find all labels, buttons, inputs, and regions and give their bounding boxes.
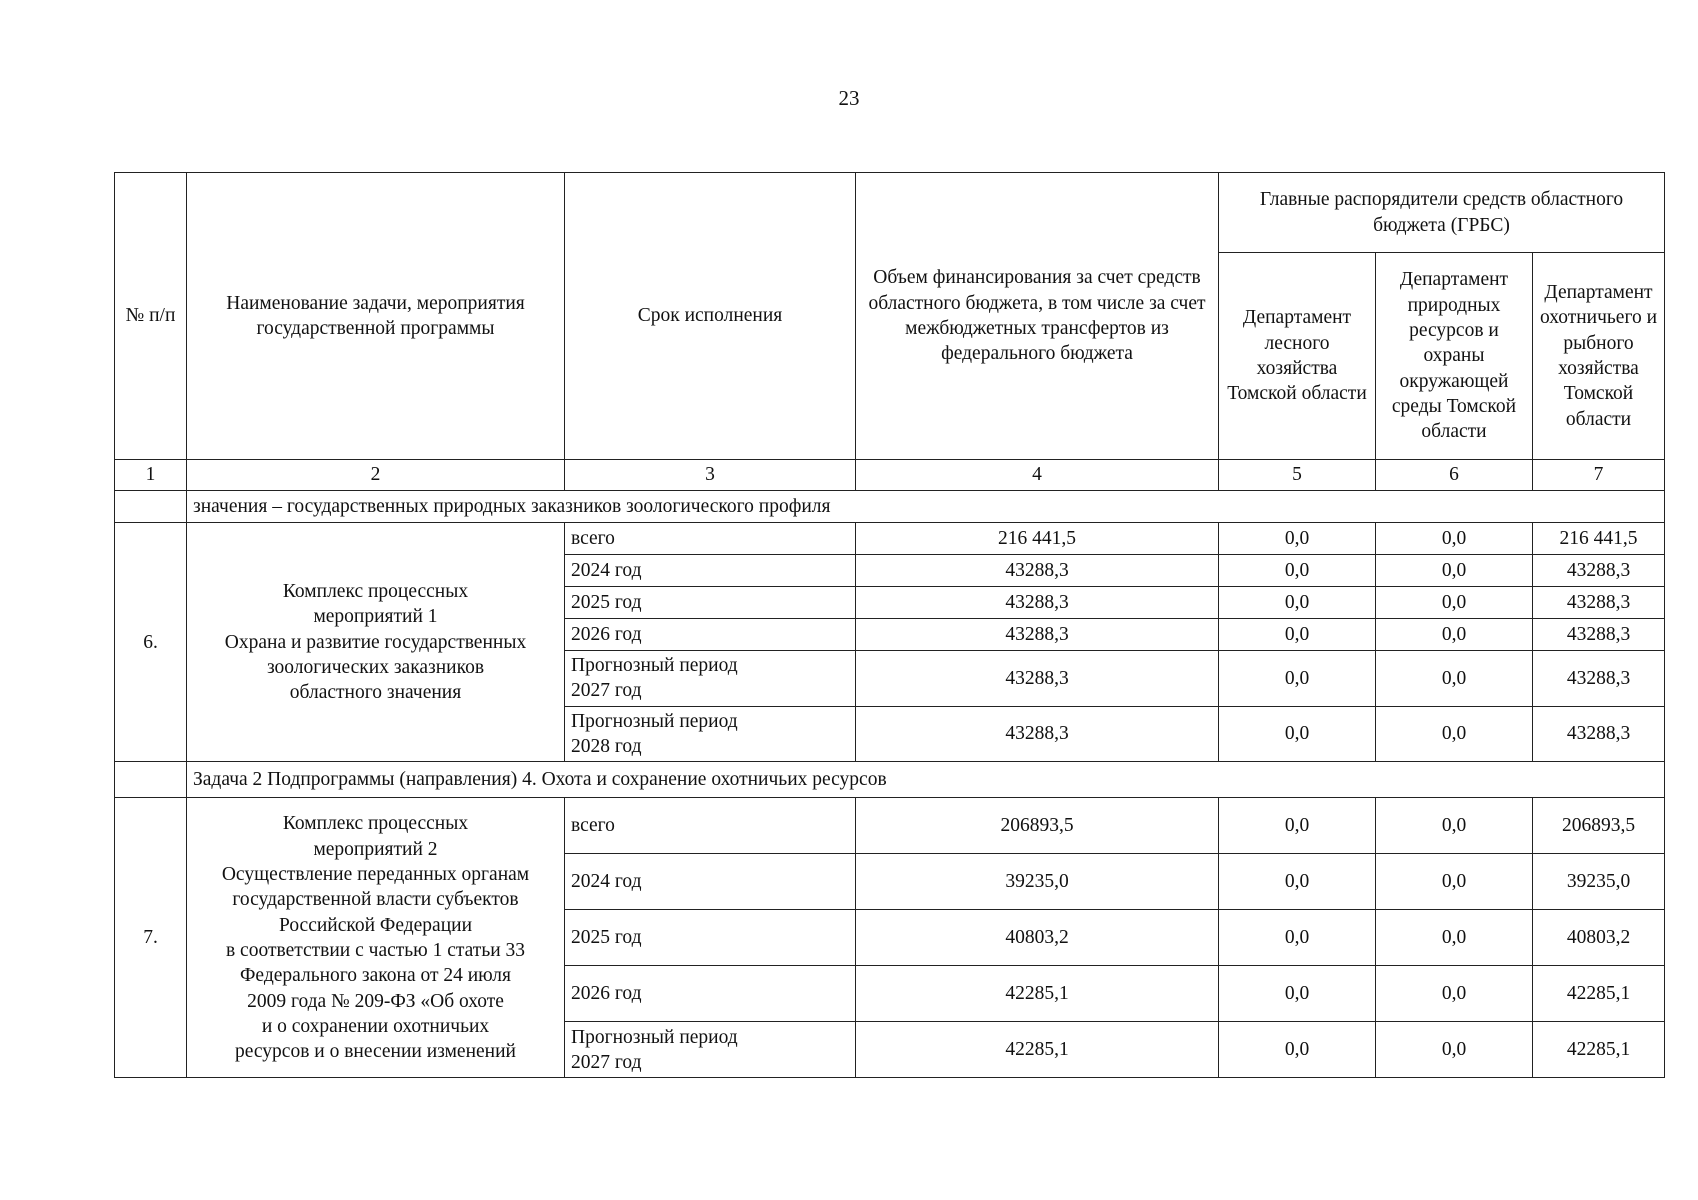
period-cell: всего bbox=[565, 523, 856, 555]
hunting-value: 216 441,5 bbox=[1533, 523, 1665, 555]
forestry-value: 0,0 bbox=[1219, 523, 1376, 555]
forestry-value: 0,0 bbox=[1219, 706, 1376, 762]
forestry-value: 0,0 bbox=[1219, 555, 1376, 587]
header-num: № п/п bbox=[115, 173, 187, 460]
page-number: 23 bbox=[838, 86, 860, 110]
hunting-value: 43288,3 bbox=[1533, 555, 1665, 587]
forestry-value: 0,0 bbox=[1219, 854, 1376, 910]
period-cell: Прогнозный период 2027 год bbox=[565, 651, 856, 707]
natural-resources-value: 0,0 bbox=[1376, 798, 1533, 854]
section-heading: значения – государственных природных заказников зоологического профиля bbox=[187, 491, 1665, 523]
forestry-value: 0,0 bbox=[1219, 910, 1376, 966]
funding-value: 42285,1 bbox=[856, 1022, 1219, 1078]
col-number: 2 bbox=[187, 460, 565, 491]
period-cell: всего bbox=[565, 798, 856, 854]
item-number: 7. bbox=[115, 798, 187, 1078]
period-cell: Прогнозный период 2027 год bbox=[565, 1022, 856, 1078]
col-number: 4 bbox=[856, 460, 1219, 491]
hunting-value: 42285,1 bbox=[1533, 1022, 1665, 1078]
hunting-value: 40803,2 bbox=[1533, 910, 1665, 966]
header-grbs: Главные распорядители средств областного бюджета (ГРБС) bbox=[1219, 173, 1665, 253]
natural-resources-value: 0,0 bbox=[1376, 523, 1533, 555]
forestry-value: 0,0 bbox=[1219, 587, 1376, 619]
period-cell: Прогнозный период 2028 год bbox=[565, 706, 856, 762]
section-num-empty bbox=[115, 762, 187, 798]
forestry-value: 0,0 bbox=[1219, 651, 1376, 707]
period-cell: 2024 год bbox=[565, 555, 856, 587]
natural-resources-value: 0,0 bbox=[1376, 1022, 1533, 1078]
col-number: 7 bbox=[1533, 460, 1665, 491]
header-name: Наименование задачи, мероприятия государственной программы bbox=[187, 173, 565, 460]
forestry-value: 0,0 bbox=[1219, 966, 1376, 1022]
col-number: 6 bbox=[1376, 460, 1533, 491]
header-forestry-dept: Департамент лесного хозяйства Томской области bbox=[1219, 253, 1376, 460]
hunting-value: 42285,1 bbox=[1533, 966, 1665, 1022]
period-cell: 2024 год bbox=[565, 854, 856, 910]
period-cell: 2026 год bbox=[565, 966, 856, 1022]
hunting-value: 43288,3 bbox=[1533, 587, 1665, 619]
natural-resources-value: 0,0 bbox=[1376, 587, 1533, 619]
funding-value: 206893,5 bbox=[856, 798, 1219, 854]
forestry-value: 0,0 bbox=[1219, 798, 1376, 854]
period-cell: 2026 год bbox=[565, 619, 856, 651]
hunting-value: 39235,0 bbox=[1533, 854, 1665, 910]
header-period: Срок исполнения bbox=[565, 173, 856, 460]
funding-value: 43288,3 bbox=[856, 619, 1219, 651]
section-num-empty bbox=[115, 491, 187, 523]
funding-value: 43288,3 bbox=[856, 706, 1219, 762]
item-name: Комплекс процессных мероприятий 1 Охрана и развитие государственных зоологических заказников областного значения bbox=[187, 523, 565, 762]
natural-resources-value: 0,0 bbox=[1376, 706, 1533, 762]
natural-resources-value: 0,0 bbox=[1376, 555, 1533, 587]
item-name: Комплекс процессных мероприятий 2 Осуществление переданных органам государственной власти субъектов Российской Федерации в соответствии с частью 1 статьи 33 Федерального закона от 24 июля 2009 года № 209-ФЗ «Об охоте и о сохранении охотничьих ресурсов и о внесении изменений bbox=[187, 798, 565, 1078]
header-hunting-dept: Департамент охотничьего и рыбного хозяйства Томской области bbox=[1533, 253, 1665, 460]
natural-resources-value: 0,0 bbox=[1376, 651, 1533, 707]
funding-value: 216 441,5 bbox=[856, 523, 1219, 555]
funding-value: 40803,2 bbox=[856, 910, 1219, 966]
period-cell: 2025 год bbox=[565, 587, 856, 619]
natural-resources-value: 0,0 bbox=[1376, 966, 1533, 1022]
funding-value: 43288,3 bbox=[856, 555, 1219, 587]
section-heading: Задача 2 Подпрограммы (направления) 4. Охота и сохранение охотничьих ресурсов bbox=[187, 762, 1665, 798]
forestry-value: 0,0 bbox=[1219, 1022, 1376, 1078]
hunting-value: 43288,3 bbox=[1533, 706, 1665, 762]
forestry-value: 0,0 bbox=[1219, 619, 1376, 651]
col-number: 1 bbox=[115, 460, 187, 491]
funding-value: 39235,0 bbox=[856, 854, 1219, 910]
hunting-value: 43288,3 bbox=[1533, 619, 1665, 651]
header-funding: Объем финансирования за счет средств областного бюджета, в том числе за счет межбюджетных трансфертов из федерального бюджета bbox=[856, 173, 1219, 460]
natural-resources-value: 0,0 bbox=[1376, 619, 1533, 651]
header-natural-resources-dept: Департамент природных ресурсов и охраны окружающей среды Томской области bbox=[1376, 253, 1533, 460]
natural-resources-value: 0,0 bbox=[1376, 910, 1533, 966]
col-number: 3 bbox=[565, 460, 856, 491]
period-cell: 2025 год bbox=[565, 910, 856, 966]
funding-value: 43288,3 bbox=[856, 587, 1219, 619]
col-number: 5 bbox=[1219, 460, 1376, 491]
natural-resources-value: 0,0 bbox=[1376, 854, 1533, 910]
funding-value: 43288,3 bbox=[856, 651, 1219, 707]
funding-value: 42285,1 bbox=[856, 966, 1219, 1022]
funding-table bbox=[114, 172, 1665, 1078]
hunting-value: 43288,3 bbox=[1533, 651, 1665, 707]
item-number: 6. bbox=[115, 523, 187, 762]
hunting-value: 206893,5 bbox=[1533, 798, 1665, 854]
